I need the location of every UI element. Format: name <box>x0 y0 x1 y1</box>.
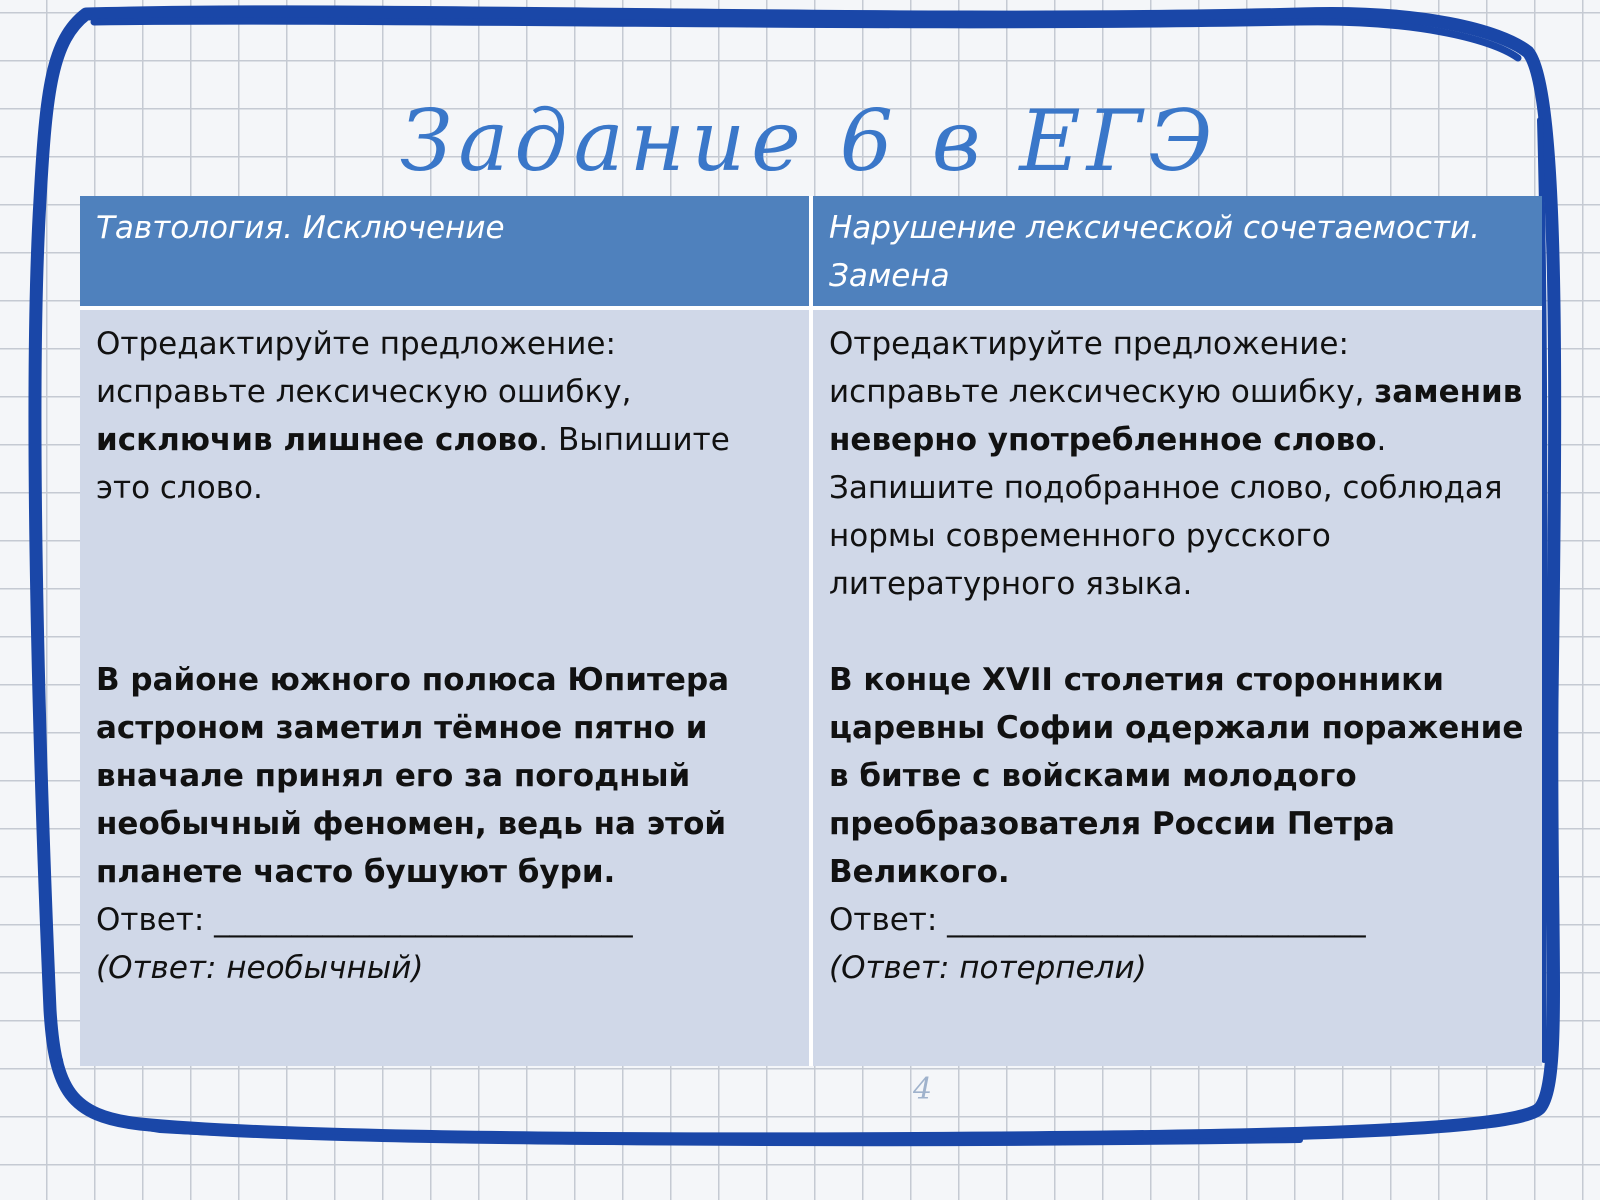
instruction-bold: исключив лишнее слово <box>96 422 539 458</box>
instruction-start: Отредактируйте предложение: исправьте лексическую ошибку, <box>829 326 1375 410</box>
answer-note: (Ответ: необычный) <box>96 950 424 986</box>
answer-blank: ___________________________ <box>214 902 633 938</box>
instruction-text <box>829 320 1526 608</box>
answer-blank: ___________________________ <box>947 902 1366 938</box>
header-lexical-compatibility: Нарушение лексической сочетаемости. Замена <box>813 196 1542 306</box>
instruction-end: . Выпишите это слово. <box>96 422 730 506</box>
instruction-text <box>96 320 793 512</box>
instruction-bold: заменив неверно употребленное слово <box>829 374 1523 458</box>
instruction-end: . Запишите подобранное слово, соблюдая нормы современного русского литературного языка. <box>829 422 1503 602</box>
comparison-table <box>80 196 1542 1066</box>
task-sentence: В конце XVII столетия сторонники царевны Софии одержали поражение в битве с войсками молодого преобразователя России Петра Великого. <box>829 662 1524 890</box>
answer-line <box>96 896 793 944</box>
slide-title: Задание 6 в ЕГЭ <box>400 92 1219 190</box>
page-number: 4 <box>913 1072 933 1107</box>
answer-label: Ответ: <box>96 902 215 938</box>
header-tautology: Тавтология. Исключение <box>80 196 809 306</box>
cell-lexical-compatibility <box>813 310 1542 1066</box>
answer-label: Ответ: <box>829 902 948 938</box>
cell-tautology <box>80 310 809 1066</box>
instruction-start: Отредактируйте предложение: исправьте лексическую ошибку, <box>96 326 632 410</box>
task-sentence: В районе южного полюса Юпитера астроном заметил тёмное пятно и вначале принял его за погодный необычный феномен, ведь на этой планете часто бушуют бури. <box>96 662 730 890</box>
answer-note: (Ответ: потерпели) <box>829 950 1147 986</box>
answer-line <box>829 896 1526 944</box>
